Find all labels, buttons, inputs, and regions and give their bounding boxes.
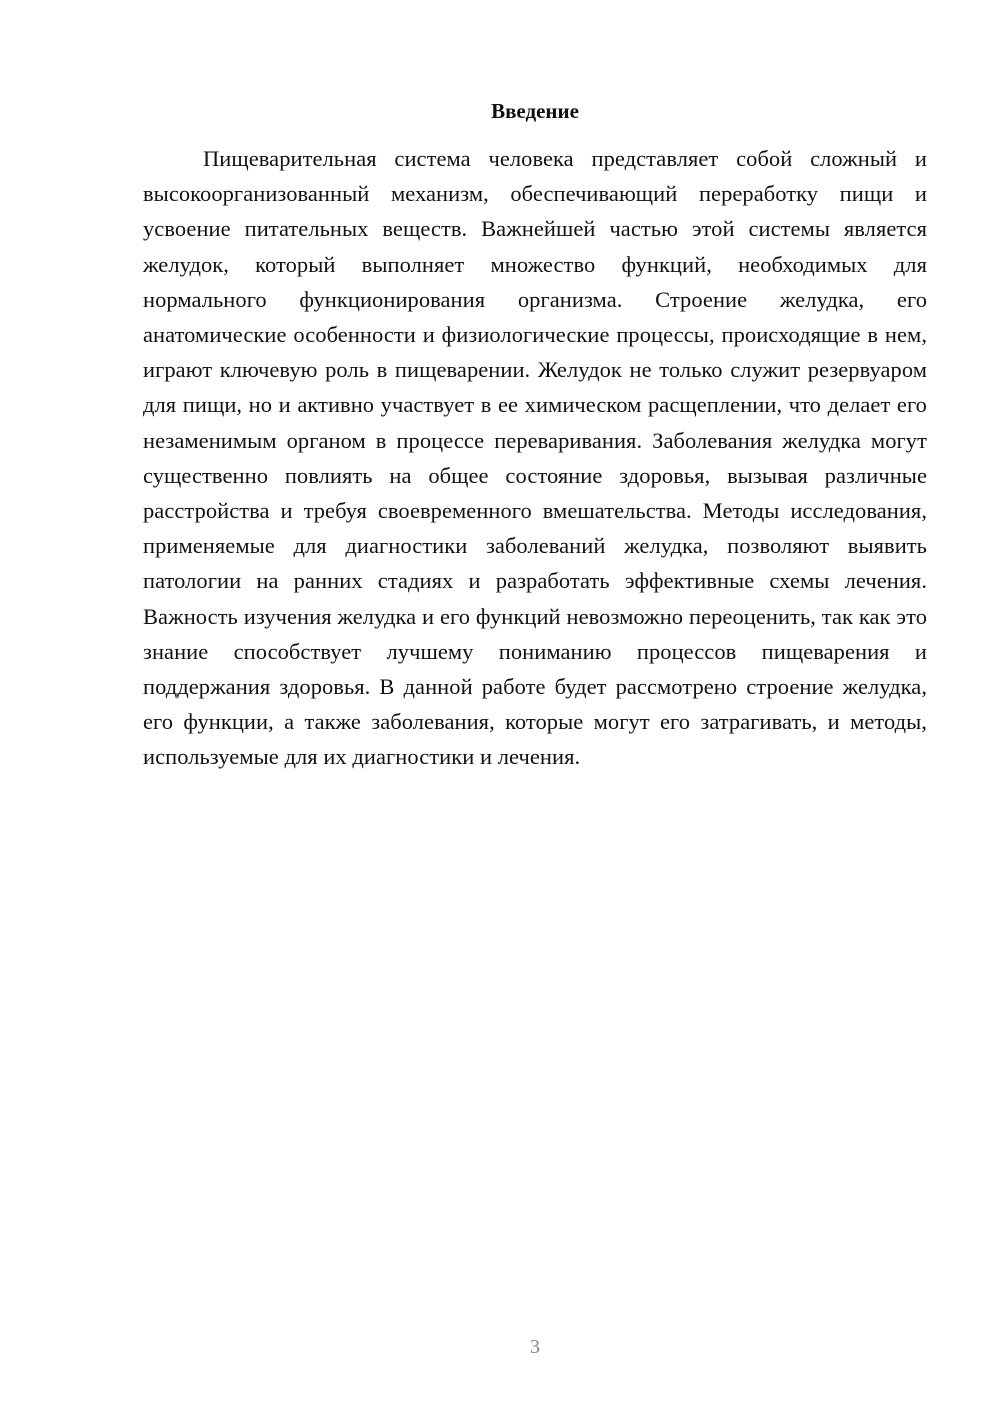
- section-heading: [0, 97, 1000, 125]
- page-number: [0, 1334, 1000, 1360]
- introduction-paragraph: Пищеварительная система человека представляет собой сложный и высокоорганизованный механизм, обеспечивающий переработку пищи и усвоение питательных веществ. Важнейшей частью этой системы является желудок, который выполняет множество функций, необходимых для нормального функционирования организма. Строение желудка, его анатомические особенности и физиологические процессы, происходящие в нем, играют ключевую роль в пищеварении. Желудок не только служит резервуаром для пищи, но и активно участвует в ее химическом расщеплении, что делает его незаменимым органом в процессе переваривания. Заболевания желудка могут существенно повлиять на общее состояние здоровья, вызывая различные расстройства и требуя своевременного вмешательства. Методы исследования, применяемые для диагностики заболеваний желудка, позволяют выявить патологии на ранних стадиях и разработать эффективные схемы лечения. Важность изучения желудка и его функций невозможно переоценить, так как это знание способствует лучшему пониманию процессов пищеварения и поддержания здоровья. В данной работе будет рассмотрено строение желудка, его функции, а также заболевания, которые могут его затрагивать, и методы, используемые для их диагностики и лечения.: [143, 146, 927, 770]
- section-heading-text: Введение: [491, 99, 579, 123]
- page-number-text: 3: [530, 1336, 540, 1358]
